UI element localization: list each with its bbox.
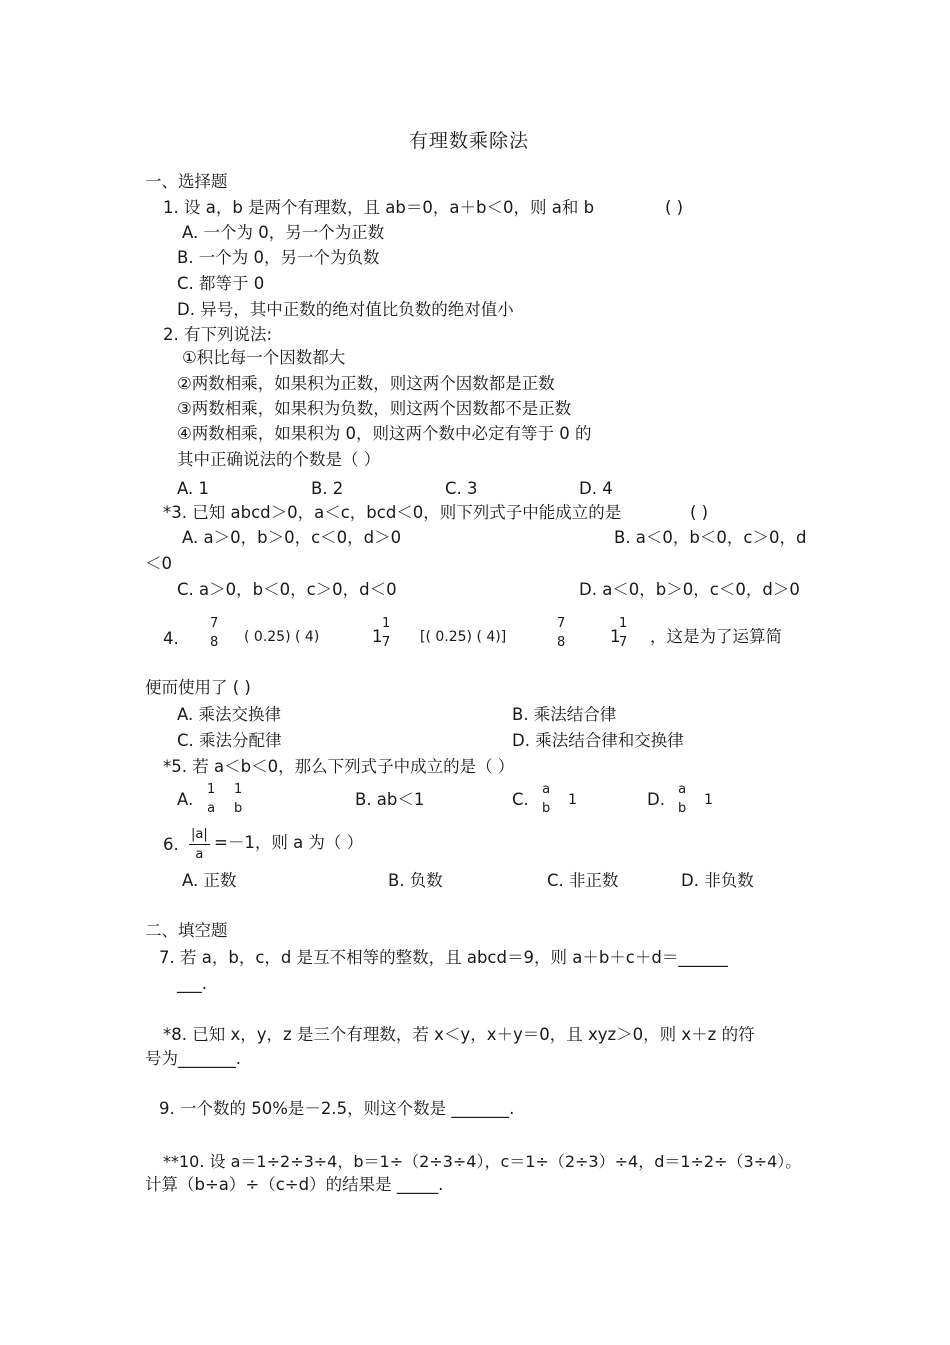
q3-option-c: C. a＞0，b＜0，c＞0，d＜0 — [177, 580, 397, 599]
q5-option-a-fraction-2 — [232, 782, 244, 816]
q5-option-c-denominator: b — [542, 801, 551, 816]
q5-option-c-fraction — [540, 782, 552, 816]
q1-option-d: D. 异号，其中正数的绝对值比负数的绝对值小 — [177, 300, 514, 319]
q4-product-1: ( 0.25) ( 4) — [244, 629, 320, 645]
q5-option-d-denominator: b — [678, 801, 687, 816]
q5-option-a-fraction-1-denominator: a — [207, 801, 216, 816]
q5-option-a-fraction-2-denominator: b — [234, 801, 243, 816]
q4-fraction-4 — [617, 616, 629, 650]
q10-line-2: 计算（b÷a）÷（c÷d）的结果是 _____. — [145, 1175, 444, 1194]
q4-fraction-3 — [555, 616, 567, 650]
q5-option-c-label: C. — [512, 790, 529, 809]
q6-option-c: C. 非正数 — [547, 871, 619, 890]
q4-fraction-3-denominator: 8 — [557, 635, 566, 650]
q4-fraction-4-denominator: 7 — [619, 635, 628, 650]
q3-stem: *3. 已知 abcd＞0，a＜c，bcd＜0，则下列式子中能成立的是 — [163, 503, 622, 522]
q5-option-c-rhs: 1 — [568, 792, 577, 808]
q6-tail: =－1，则 a 为（ ） — [214, 833, 364, 852]
q4-product-2: [( 0.25) ( 4)] — [420, 629, 507, 645]
q1-option-c: C. 都等于 0 — [177, 274, 265, 293]
q2-statement-2: ②两数相乘，如果积为正数，则这两个因数都是正数 — [177, 374, 555, 393]
q4-fraction-2 — [380, 616, 392, 650]
q4-mixed-1-whole: 1 — [372, 627, 383, 646]
q2-statement-3: ③两数相乘，如果积为负数，则这两个因数都不是正数 — [177, 399, 572, 418]
q5-option-a-label: A. — [177, 790, 194, 809]
q4-option-c: C. 乘法分配律 — [177, 731, 282, 750]
q6-denominator: a — [195, 847, 204, 862]
q4-fraction-1-numerator: 7 — [210, 616, 219, 631]
q5-option-d-numerator: a — [678, 782, 687, 797]
q7-line-2: ___. — [177, 974, 207, 993]
q8-line-2: 号为_______. — [145, 1049, 241, 1068]
q1-answer-paren: ( ) — [665, 198, 684, 217]
q4-option-d: D. 乘法结合律和交换律 — [512, 731, 684, 750]
q5-option-a-fraction-1 — [205, 782, 217, 816]
q2-option-d: D. 4 — [579, 479, 613, 498]
q6-option-d: D. 非负数 — [681, 871, 754, 890]
q4-continuation: 便而使用了 ( ) — [145, 678, 251, 697]
q5-option-b: B. ab＜1 — [355, 790, 425, 809]
q9-line-1: 9. 一个数的 50%是－2.5，则这个数是 _______. — [159, 1099, 515, 1118]
section-heading-choice: 一、选择题 — [145, 172, 228, 191]
page-title: 有理数乘除法 — [409, 130, 530, 152]
q5-option-a-fraction-1-numerator: 1 — [207, 782, 216, 797]
q4-tail: ，这是为了运算简 — [650, 627, 782, 646]
q2-option-c: C. 3 — [445, 479, 478, 498]
q5-option-d-fraction — [676, 782, 688, 816]
q1-stem: 1. 设 a，b 是两个有理数，且 ab＝0，a＋b＜0，则 a和 b — [163, 198, 595, 217]
q6-option-a: A. 正数 — [182, 871, 237, 890]
q4-number: 4. — [163, 629, 179, 648]
q2-option-b: B. 2 — [311, 479, 344, 498]
q4-mixed-2-whole: 1 — [610, 627, 621, 646]
q7-line-1: 7. 若 a，b，c，d 是互不相等的整数，且 abcd＝9，则 a＋b＋c＋d＝______ — [159, 948, 728, 967]
section-heading-fill: 二、填空题 — [145, 921, 228, 940]
q4-fraction-2-denominator: 7 — [382, 635, 391, 650]
q2-stem: 2. 有下列说法: — [163, 325, 273, 344]
q1-option-b: B. 一个为 0，另一个为负数 — [177, 248, 380, 267]
q2-statement-1: ①积比每一个因数都大 — [182, 348, 346, 367]
q10-line-1: **10. 设 a＝1÷2÷3÷4，b＝1÷（2÷3÷4），c＝1÷（2÷3）÷4，d＝1÷2÷（3÷4）。 — [163, 1152, 802, 1171]
q5-option-d-label: D. — [647, 790, 665, 809]
q4-fraction-1-denominator: 8 — [210, 635, 219, 650]
q6-fraction — [189, 827, 210, 862]
q4-fraction-2-numerator: 1 — [382, 616, 391, 631]
q1-option-a: A. 一个为 0，另一个为正数 — [182, 223, 385, 242]
q8-line-1: *8. 已知 x，y，z 是三个有理数，若 x＜y，x＋y＝0，且 xyz＞0，则 x＋z 的符 — [163, 1025, 755, 1044]
q6-option-b: B. 负数 — [388, 871, 443, 890]
q2-question: 其中正确说法的个数是（ ） — [177, 450, 381, 469]
q3-option-d: D. a＜0，b＞0，c＜0，d＞0 — [579, 580, 800, 599]
q2-option-a: A. 1 — [177, 479, 209, 498]
q4-fraction-3-numerator: 7 — [557, 616, 566, 631]
q4-fraction-1 — [208, 616, 220, 650]
q4-option-b: B. 乘法结合律 — [512, 705, 617, 724]
q5-option-d-rhs: 1 — [704, 792, 713, 808]
q3-option-a: A. a＞0，b＞0，c＜0，d＞0 — [182, 528, 402, 547]
q5-stem: *5. 若 a＜b＜0，那么下列式子中成立的是（ ） — [163, 757, 515, 776]
q2-statement-4: ④两数相乘，如果积为 0，则这两个数中必定有等于 0 的 — [177, 424, 592, 443]
q3-option-b: B. a＜0，b＜0，c＞0，d — [614, 528, 807, 547]
q5-option-c-numerator: a — [542, 782, 551, 797]
q3-answer-paren: ( ) — [690, 503, 709, 522]
q4-option-a: A. 乘法交换律 — [177, 705, 281, 724]
q5-option-a-fraction-2-numerator: 1 — [234, 782, 243, 797]
q6-numerator: |a| — [189, 827, 210, 845]
q6-number: 6. — [163, 835, 179, 854]
q3-option-b-continued: ＜0 — [145, 554, 172, 573]
q4-fraction-4-numerator: 1 — [619, 616, 628, 631]
